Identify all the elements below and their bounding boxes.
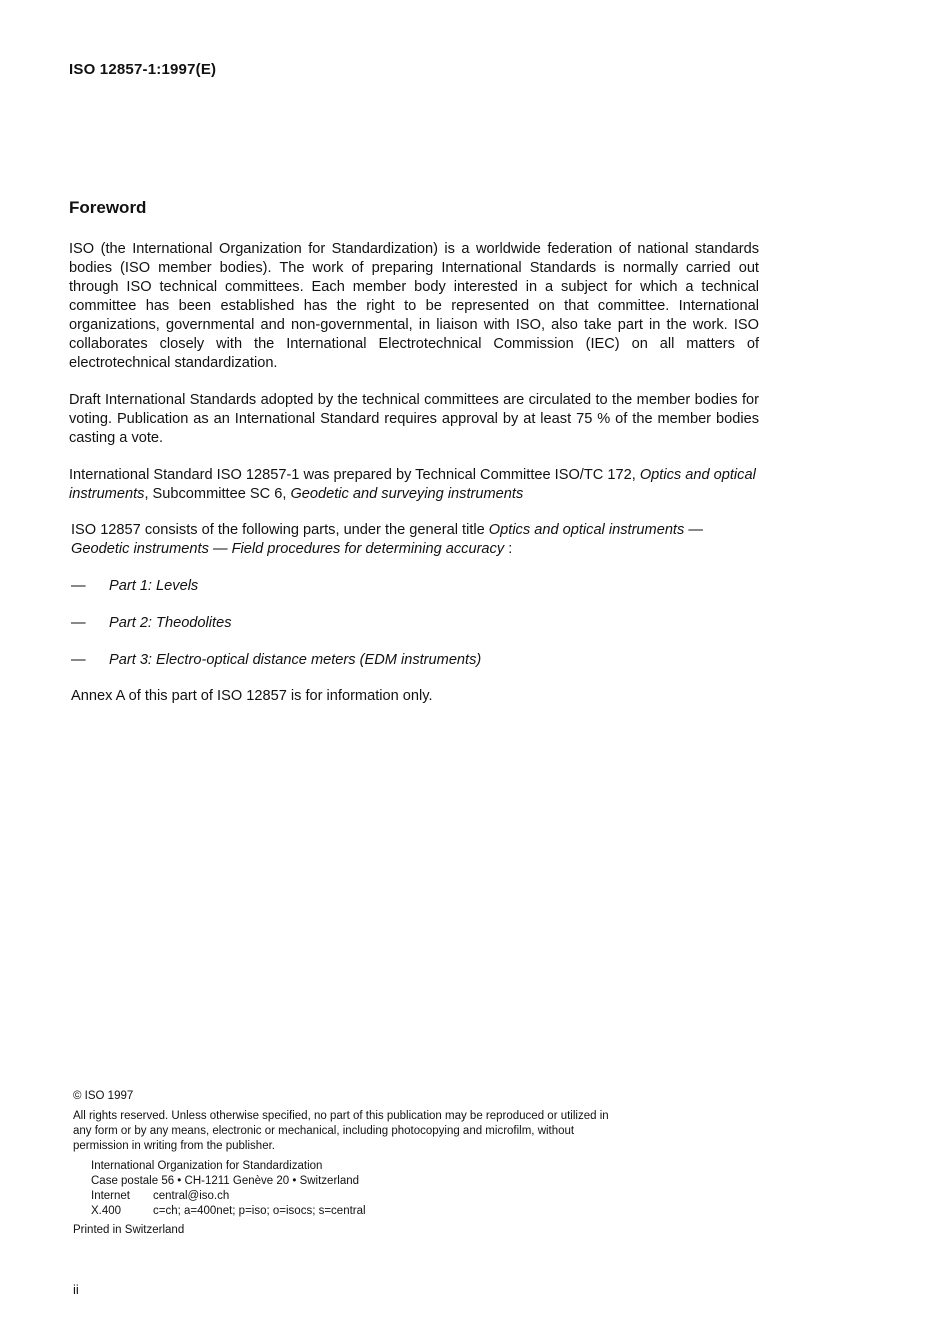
list-item-label: Part 3: Electro-optical distance meters (EDM instruments) [109, 652, 482, 668]
internet-line [91, 1189, 366, 1204]
page-number: ii [73, 1282, 79, 1297]
x400-line [91, 1204, 366, 1219]
paragraph-prepared-by [69, 466, 759, 504]
annex-note: Annex A of this part of ISO 12857 is for information only. [71, 688, 433, 704]
postal-address: Case postale 56 • CH-1211 Genève 20 • Switzerland [91, 1175, 360, 1187]
list-item [71, 577, 198, 596]
p3-text-c: , Subcommittee SC 6, [144, 486, 291, 502]
list-item [71, 651, 481, 670]
p3-text-d: Geodetic and surveying instruments [290, 486, 524, 502]
list-item-label: Part 1: Levels [109, 578, 199, 594]
list-dash: — [71, 652, 86, 668]
copyright-line: © ISO 1997 [73, 1090, 134, 1102]
x400-address: c=ch; a=400net; p=iso; o=isocs; s=central [153, 1205, 366, 1217]
internet-label: Internet [91, 1190, 130, 1202]
org-name: International Organization for Standardization [91, 1160, 323, 1172]
rights-notice: All rights reserved. Unless otherwise specified, no part of this publication may be reproduced or utilized in any form or by any means, electronic or mechanical, including photocopying and microfilm, without permission in writing from the publisher. [73, 1110, 609, 1152]
document-header: ISO 12857-1:1997(E) [69, 61, 217, 78]
publisher-address [91, 1159, 366, 1219]
x400-label: X.400 [91, 1205, 122, 1217]
p3-text-a: International Standard ISO 12857-1 was prepared by Technical Committee ISO/TC 172, [69, 467, 640, 483]
paragraph-draft-standards: Draft International Standards adopted by the technical committees are circulated to the member bodies for voting. Publication as an International Standard requires approval by at least 75 % of the member bodies casting a vote. [69, 392, 759, 446]
list-item-label: Part 2: Theodolites [109, 615, 232, 631]
p4-text-a: ISO 12857 consists of the following parts, under the general title [71, 522, 489, 538]
p3-text-b: Optics and optical instruments [69, 467, 756, 502]
p4-text-b: Optics and optical instruments — Geodetic instruments — Field procedures for determining accuracy [71, 522, 703, 557]
p4-text-c: : [504, 541, 513, 557]
paragraph-parts-intro [71, 521, 761, 559]
printed-in: Printed in Switzerland [73, 1224, 185, 1236]
list-item [71, 614, 232, 633]
paragraph-iso-intro: ISO (the International Organization for Standardization) is a worldwide federation of national standards bodies (ISO member bodies). The work of preparing International Standards is normally carried out through ISO technical committees. Each member body interested in a subject for which a technical committee has been established has the right to be represented on that committee. International organizations, governmental and non-governmental, in liaison with ISO, also take part in the work. ISO collaborates closely with the International Electrotechnical Commission (IEC) on all matters of electrotechnical standardization. [69, 241, 759, 371]
internet-address: central@iso.ch [153, 1190, 230, 1202]
section-title: Foreword [69, 198, 147, 217]
list-dash: — [71, 578, 86, 594]
list-dash: — [71, 615, 86, 631]
